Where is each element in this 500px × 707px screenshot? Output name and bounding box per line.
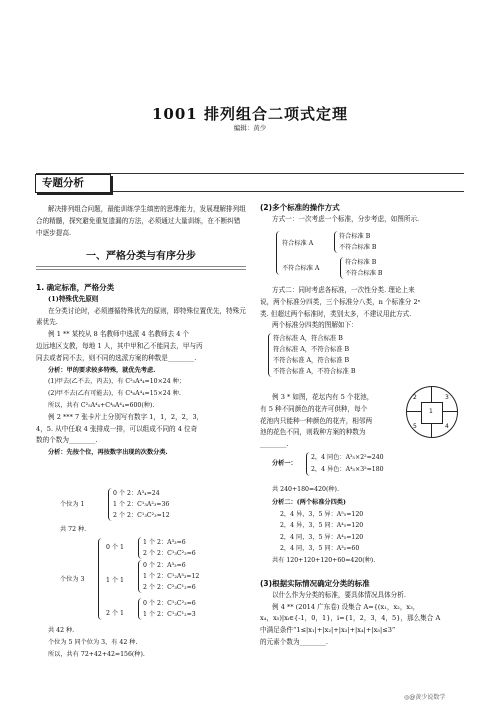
case-line: 2，4 同，3，5 同：A³₅=60 [280, 545, 360, 553]
tree-leaf: 1 个 2：C¹₃C¹₂=3 [143, 611, 196, 618]
left-summary [36, 625, 246, 661]
example-1-line: 同去或者同不去，则不同的选派方案的种数是________. [36, 353, 197, 362]
summary-line: 个位为 5 同个位为 3，有 42 种. [48, 639, 138, 646]
section-heading: 一、严格分类与有序分步 [86, 251, 196, 262]
left-column [36, 204, 246, 239]
analysis-label: 分析二：(两个标准分四类) [272, 499, 346, 506]
example-1-line: 例 1 ** 某校从 8 名教师中选派 4 名教师去 4 个 [48, 330, 190, 339]
example-3 [260, 392, 410, 451]
tree-node: 1 个 1 [106, 577, 124, 584]
tree-leaf: 0 个 2：C¹₂C²₃=6 [143, 600, 196, 607]
example-4-line: 中满足条件“1≤|x₁|+|x₂|+|x₃|+|x₄|+|x₅|≤3” [260, 626, 396, 635]
editor-line: 编辑：黄少 [233, 124, 267, 132]
analysis-line: 分析：先按个位，再按数字出现的次数分类. [48, 449, 168, 457]
method-2-line: 类. 但超过两个标准时，类别太多，不建议用此方式. [260, 309, 412, 318]
case-line: 2，4 异，3，5 同：A⁴₅=120 [280, 522, 364, 530]
right-body-top [260, 202, 465, 226]
example-2-line: 数的个数为________. [36, 436, 98, 445]
tree-leaf: 2 个 2：C¹₃C²₃=6 [143, 550, 196, 557]
tree-branches [138, 537, 243, 559]
method-2-line: 两个标准分四类的图解如下： [272, 321, 358, 330]
example-3-line: ________. [260, 440, 289, 449]
tree-root: 个位为 1 [60, 501, 85, 508]
heading-1a: (1)特殊优先原则 [48, 294, 99, 303]
divider [36, 266, 246, 270]
heading-1: 1. 确定标准，严格分类 [36, 283, 115, 292]
analysis-line: 分析：甲的要求较多特殊，就优先考虑. [48, 366, 156, 374]
method-1: 方式一：一次考虑一个标准，分步考虑，如图所示. [272, 214, 420, 223]
tree-leaf: 1 个 2：C¹₂A³₃=12 [143, 573, 200, 580]
example-4-line: 例 4 ** (2014 广东卷) 设集合 A={(x₁，x₂，x₃， [272, 602, 420, 611]
para-3: 以什么作为分类的标准，要具体情况具体分析. [272, 590, 406, 599]
bed-label: 4 [445, 423, 449, 430]
tree-root: 个位为 3 [60, 576, 85, 583]
tree-total: 共 42 种. [48, 627, 75, 634]
class-item: 符合标准 A，不符合标准 B [273, 346, 350, 354]
tree-leaf: 不符合标准 B [345, 270, 383, 277]
tree-branches [138, 560, 243, 593]
standards-tree [276, 229, 466, 279]
analysis-one [272, 452, 462, 478]
tree-node: 不符合标准 A [282, 265, 320, 272]
tree-leaf: 1 个 2：C¹₃A²₃=36 [113, 501, 170, 508]
intro-text: 解决排列组合问题，最能训练学生缜密的思维能力，发展理解排列组合的精髓，探究避免重复遗漏的方法，必须通过大量训练，在不断纠错中逐步提高. [36, 205, 246, 237]
example-3-line: 例 3 * 如图，花坛内有 5 个花池， [272, 393, 374, 401]
analysis-line: (1)甲去(乙不去，丙去)，有 C²₅A⁴₄=10×24 种； [48, 378, 186, 386]
tree-branches [340, 257, 435, 279]
tree-node: 符合标准 A [282, 240, 314, 247]
tree-branches [334, 231, 429, 253]
flowerbed-figure [406, 386, 458, 438]
tree-leaf: 0 个 2：A³₃=6 [143, 562, 186, 569]
example-3-line: 有 5 种不同颜色的花卉可供种，每个 [260, 404, 368, 413]
bed-label: 1 [429, 408, 433, 415]
tree-leaf: 2 个 2：C²₃C¹₂=6 [143, 584, 196, 591]
section-heading-wrap [36, 247, 246, 270]
section-banner [36, 173, 464, 192]
heading-3: (3)根据实际情况确定分类的标准 [260, 579, 370, 588]
case-line: 2，4 异，3，5 异：A⁵₅=120 [280, 510, 364, 518]
case-line: 2，4 同，3，5 异：A⁴₅=120 [280, 533, 364, 541]
example-3-line: 池的花色不同，则栽种方案的种数为 [260, 428, 366, 437]
example-4-line: x₄，x₅)|xᵢ∈{-1，0，1}，i={1，2，3，4，5}，那么集合 A [260, 614, 441, 623]
tree-leaf: 2 个 2：C¹₃C²₃=12 [113, 512, 170, 519]
tree-node: 0 个 1 [106, 544, 124, 551]
example-3-line: 花池内只能种一种颜色的花卉，相邻两 [260, 416, 373, 425]
tree-branches [108, 488, 223, 521]
bed-label: 2 [413, 394, 417, 401]
class-item: 符合标准 A，符合标准 B [273, 335, 343, 343]
example-4-line: 的元素个数为________. [260, 637, 329, 646]
tree-units-3 [60, 538, 250, 622]
tree-leaf: 不符合标准 B [339, 244, 377, 251]
tree-branches [138, 598, 243, 620]
tree-leaf: 符合标准 B [345, 259, 377, 266]
left-body [36, 282, 246, 459]
banner-label: 专题分析 [35, 174, 111, 193]
para-1: 在分类讨论时，必须遵循特殊优先的原则，即特殊位置优先，特殊元素优先. [36, 306, 246, 327]
analysis-two-list [272, 509, 462, 555]
method-2-line: 说，两个标准分四类，三个标准分八类，n 个标准分 2ⁿ [260, 297, 421, 306]
tree-leaf: 2，4 同色：A³₅×2²=240 [311, 454, 384, 461]
watermark-text: ◎@黄少说数学 [404, 694, 446, 701]
analysis-total: 共有 120+120+120+60=420(种). [272, 556, 376, 564]
bed-label: 3 [445, 394, 449, 401]
class-item: 不符合标准 A，不符合标准 B [273, 368, 356, 376]
tree-leaf: 符合标准 B [339, 233, 371, 240]
method-2-line: 方式二：同时考虑各标准，一次性分类. 理论上来 [272, 286, 415, 294]
analysis-label: 分析一： [272, 460, 297, 467]
tree-leaf: 1 个 2：A³₃=6 [143, 539, 186, 546]
example-2-line: 4，5. 从中任取 4 张排成一排，可以组成不同的 4 位奇 [36, 424, 198, 433]
analysis-line: 所以，共有 C²₅A⁴₄+C⁴₆A⁴₄=600(种). [48, 401, 155, 409]
tree-branches [306, 452, 441, 476]
right-body-3 [260, 578, 465, 649]
right-body-2 [260, 285, 465, 377]
class-item: 不符合标准 A，符合标准 B [273, 357, 350, 365]
tree-node: 2 个 1 [106, 610, 124, 617]
tree-leaf: 2，4 异色：A⁴₅×3²=180 [311, 466, 384, 473]
example-2-line: 例 2 *** 7 张卡片上分别写有数字 1，1，2，2，3， [48, 412, 204, 421]
tree-total: 共 72 种. [60, 526, 87, 533]
bed-label: 5 [413, 423, 417, 430]
heading-2: (2)多个标准的操作方式 [260, 203, 340, 212]
page-title: 1001 排列组合二项式定理 [152, 105, 348, 123]
analysis-total: 共 240+180=420(种). [272, 486, 339, 493]
analysis-line: (2)甲不去(乙有可能去)，有 C⁴₆A⁴₄=15×24 种. [48, 390, 181, 398]
summary-line: 所以，共有 72+42+42=156(种). [48, 651, 145, 658]
analysis-two [272, 497, 462, 567]
example-1-line: 边远地区支教，每地 1 人，其中甲和乙不能同去，甲与丙 [36, 341, 203, 350]
tree-leaf: 0 个 2：A³₄=24 [113, 490, 160, 497]
four-class-list [268, 333, 465, 377]
